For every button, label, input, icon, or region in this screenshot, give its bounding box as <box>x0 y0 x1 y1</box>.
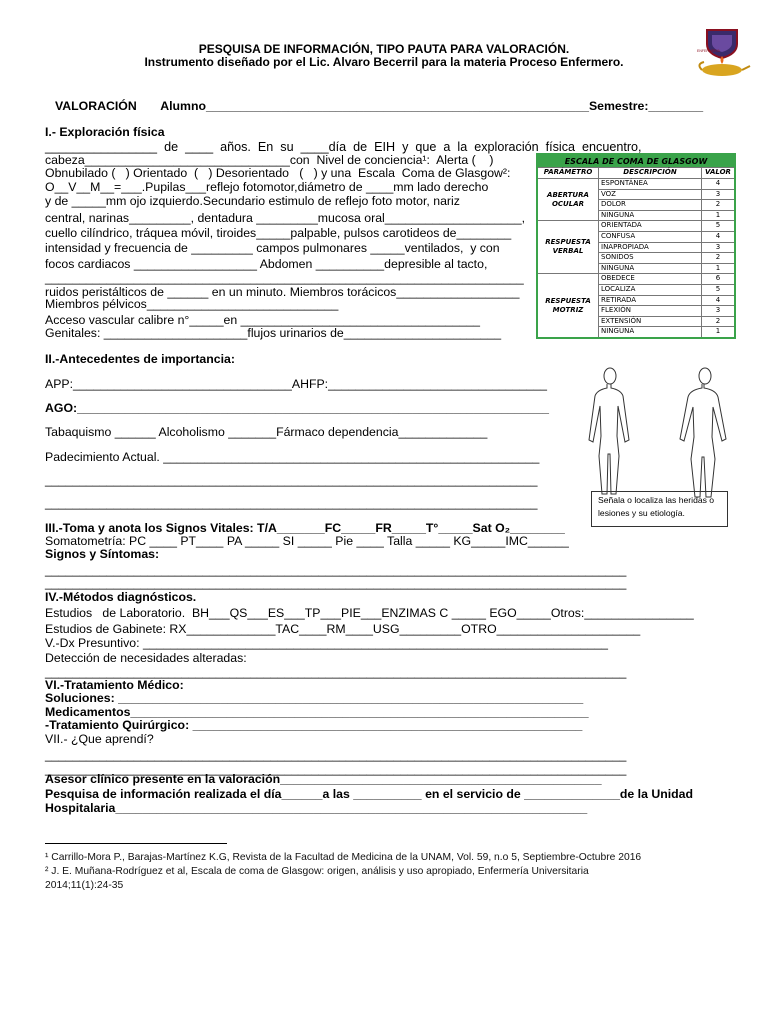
s1-line: Acceso vascular calibre n°_____en ___________________________________ <box>45 313 480 327</box>
gcs-value: 4 <box>702 231 736 242</box>
gcs-desc: NINGUNA <box>599 210 702 221</box>
somatometria-line: Somatometría: PC ____ PT____ PA _____ SI _____ Pie ____ Talla _____ KG_____IMC______ <box>45 534 569 548</box>
gcs-header: PARÁMETRO <box>537 168 599 179</box>
gcs-value: 5 <box>702 221 736 232</box>
footnote-2-cont: 2014;11(1):24-35 <box>45 880 124 891</box>
gcs-value: 5 <box>702 284 736 295</box>
blank-line: _____________________________________________________________________________________ <box>45 576 627 590</box>
gcs-desc: NINGUNA <box>599 263 702 274</box>
gcs-param: RESPUESTA VERBAL <box>537 221 599 274</box>
footnote-divider <box>45 843 227 844</box>
blank-line: _____________________________________________________________________________________ <box>45 748 627 762</box>
section2-heading: II.-Antecedentes de importancia: <box>45 352 235 366</box>
s1-line: O__V__M__=___.Pupilas___reflejo fotomotor,diámetro de ____mm lado derecho <box>45 180 489 194</box>
s1-line: ruidos peristálticos de ______ en un minuto. Miembros torácicos__________________ <box>45 285 520 299</box>
gcs-desc: OBEDECE <box>599 274 702 285</box>
gcs-value: 1 <box>702 210 736 221</box>
gcs-value: 4 <box>702 295 736 306</box>
valoracion-line: VALORACIÓN Alumno________________________________________________________Semestre:________ <box>55 99 704 113</box>
figure-caption: Señala o localiza las heridas o lesiones y su etiología. <box>591 491 728 527</box>
blank-line: _____________________________________________________________________________________ <box>45 563 627 577</box>
gcs-value: 1 <box>702 263 736 274</box>
gcs-desc: NINGUNA <box>599 327 702 338</box>
dx-presuntivo-line: V.-Dx Presuntivo: ____________________________________________________________________ <box>45 636 609 650</box>
s1-line: Genitales: _____________________flujos urinarios de_______________________ <box>45 326 502 340</box>
quirurgico-line: -Tratamiento Quirúrgico: _________________________________________________________ <box>45 718 583 732</box>
gcs-title: ESCALA DE COMA DE GLASGOW <box>537 154 735 168</box>
s1-line: y de _____mm ojo izquierdo.Secundario estimulo de reflejo foto motor, nariz <box>45 194 460 208</box>
gcs-desc: LOCALIZA <box>599 284 702 295</box>
gcs-value: 3 <box>702 306 736 317</box>
gcs-value: 2 <box>702 200 736 211</box>
habits-line: Tabaquismo ______ Alcoholismo _______Fármaco dependencia_____________ <box>45 425 488 439</box>
gcs-desc: INAPROPIADA <box>599 242 702 253</box>
gcs-value: 1 <box>702 327 736 338</box>
gcs-desc: EXTENSIÓN <box>599 316 702 327</box>
gcs-desc: ORIENTADA <box>599 221 702 232</box>
section4-heading: IV.-Métodos diagnósticos. <box>45 590 197 604</box>
footnote-2: ² J. E. Muñana-Rodríguez et al, Escala de coma de Glasgow: origen, análisis y uso apropiado, Enfermería Universitaria <box>45 866 589 877</box>
blank-line: _____________________________________________________________________________________ <box>45 665 627 679</box>
pesquisa-line: Pesquisa de información realizada el día______a las __________ en el servicio de ______________de la Unidad <box>45 787 694 801</box>
gcs-value: 3 <box>702 189 736 200</box>
asesor-line: Asesor clínico presente en la valoración_______________________________________________ <box>45 772 602 786</box>
section3-heading: III.-Toma y anota los Signos Vitales: T/A_______FC_____FR_____T°_____Sat O₂________ <box>45 521 565 535</box>
padecimiento-line: Padecimiento Actual. _______________________________________________________ <box>45 450 540 464</box>
s1-line: intensidad y frecuencia de _________ campos pulmonares _____ventilados, y con <box>45 241 500 255</box>
s1-line: cabeza______________________________con Nivel de conciencia¹: Alerta ( ) <box>45 153 494 167</box>
soluciones-line: Soluciones: ____________________________________________________________________ <box>45 691 584 705</box>
gcs-header: DESCRIPCIÓN <box>599 168 702 179</box>
s1-line: Obnubilado ( ) Orientado ( ) Desorientado ( ) y una Escala Coma de Glasgow²: <box>45 166 511 180</box>
glasgow-scale-table <box>536 153 736 339</box>
gcs-value: 2 <box>702 253 736 264</box>
gcs-desc: SONIDOS <box>599 253 702 264</box>
gcs-value: 2 <box>702 316 736 327</box>
blank-line: ________________________________________________________________________ <box>45 496 538 510</box>
blank-line: ________________________________________________________________________ <box>45 473 538 487</box>
doc-subtitle: Instrumento diseñado por el Lic. Alvaro Becerril para la materia Proceso Enfermero. <box>144 55 624 69</box>
section7-heading: VII.- ¿Que aprendí? <box>45 732 154 746</box>
signos-sintomas-label: Signos y Síntomas: <box>45 547 160 561</box>
gcs-param: ABERTURA OCULAR <box>537 179 599 221</box>
gcs-desc: RETIRADA <box>599 295 702 306</box>
ago-line: AGO:_____________________________________________________________________ <box>45 401 549 415</box>
s1-line: central, narinas_________, dentadura _________mucosa oral____________________, <box>45 211 525 225</box>
gcs-value: 4 <box>702 179 736 190</box>
s1-line: focos cardiacos __________________ Abdomen __________depresible al tacto, <box>45 257 488 271</box>
doc-title: PESQUISA DE INFORMACIÓN, TIPO PAUTA PARA VALORACIÓN. <box>198 42 570 56</box>
gcs-desc: VOZ <box>599 189 702 200</box>
gcs-desc: CONFUSA <box>599 231 702 242</box>
s1-line: ______________________________________________________________________ <box>45 271 524 285</box>
body-figures <box>574 346 744 488</box>
logo-text: ENFERMERIA <box>697 49 720 53</box>
blank-line: _____________________________________________________________________________________ <box>45 762 627 776</box>
section1-heading: I.- Exploración física <box>45 125 165 139</box>
gcs-value: 3 <box>702 242 736 253</box>
app-line: APP:________________________________AHFP:________________________________ <box>45 377 547 391</box>
gabinete-line: Estudios de Gabinete: RX_____________TAC____RM____USG_________OTRO_____________________ <box>45 622 641 636</box>
gcs-desc: ESPONTÁNEA <box>599 179 702 190</box>
necesidades-label: Detección de necesidades alteradas: <box>45 651 247 665</box>
gcs-desc: FLEXIÓN <box>599 306 702 317</box>
body-front-back-icon <box>583 364 753 506</box>
medicamentos-line: Medicamentos___________________________________________________________________ <box>45 705 589 719</box>
gcs-value: 6 <box>702 274 736 285</box>
s1-line: cuello cilíndrico, tráquea móvil, tiroides_____palpable, pulsos carotideos de________ <box>45 226 512 240</box>
footnote-1: ¹ Carrillo-Mora P., Barajas-Martínez K.G, Revista de la Facultad de Medicina de la UNAM, Vol. 59, n.o 5, Septiembre-Octubre 2016 <box>45 852 642 863</box>
section6-heading: VI.-Tratamiento Médico: <box>45 678 184 692</box>
gcs-desc: DOLOR <box>599 200 702 211</box>
s1-line: ________________ de ____ años. En su ____día de EIH y que a la exploración física encuentro, <box>45 140 642 154</box>
laboratorio-line: Estudios de Laboratorio. BH___QS___ES___TP___PIE___ENZIMAS C _____ EGO_____Otros:________________ <box>45 606 694 620</box>
gcs-header: VALOR <box>702 168 736 179</box>
s1-line: Miembros pélvicos____________________________ <box>45 297 339 311</box>
gcs-param: RESPUESTA MOTRIZ <box>537 274 599 338</box>
hospitalaria-line: Hospitalaria_____________________________________________________________________ <box>45 801 588 815</box>
